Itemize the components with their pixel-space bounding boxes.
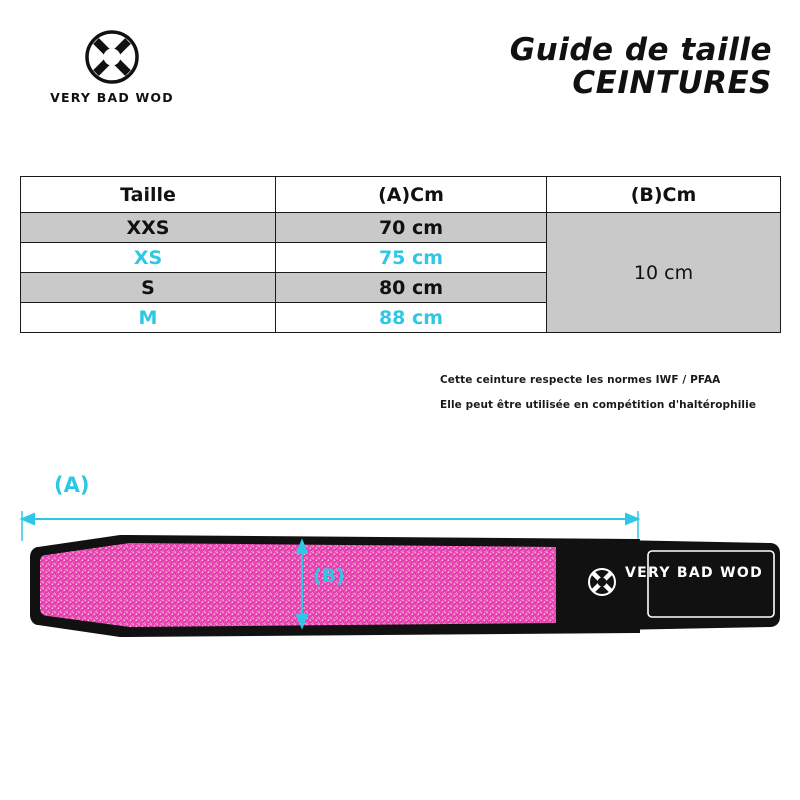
cell-b: 10 cm — [547, 213, 781, 333]
cell-size: XS — [21, 243, 276, 273]
cell-size: S — [21, 273, 276, 303]
table-header-row — [21, 177, 781, 213]
page-title — [510, 34, 772, 101]
note-line-1: Cette ceinture respecte les normes IWF / PFAA — [440, 374, 721, 386]
brand-logo — [22, 30, 202, 105]
notes-block — [440, 374, 770, 424]
column-header-b: (B)Cm — [547, 177, 781, 213]
x-circle-logo-icon — [85, 30, 139, 84]
belt-diagram — [0, 455, 800, 685]
column-header-taille: Taille — [21, 177, 276, 213]
measurement-label-a: (A) — [54, 473, 90, 497]
page-title-line2: CEINTURES — [572, 65, 772, 102]
note-line-2: Elle peut être utilisée en compétition d'haltérophilie — [440, 399, 757, 411]
size-table — [20, 176, 781, 333]
cell-size: M — [21, 303, 276, 333]
brand-name: VERY BAD WOD — [50, 90, 174, 105]
column-header-a: (A)Cm — [276, 177, 547, 213]
cell-a: 70 cm — [276, 213, 547, 243]
cell-size: XXS — [21, 213, 276, 243]
measurement-label-b: (B) — [313, 565, 345, 587]
cell-a: 80 cm — [276, 273, 547, 303]
belt-logo-text: VERY BAD WOD — [625, 565, 763, 581]
page-header — [0, 22, 800, 122]
cell-a: 75 cm — [276, 243, 547, 273]
page-title-line1: Guide de taille — [509, 32, 772, 68]
table-row — [21, 213, 781, 243]
cell-a: 88 cm — [276, 303, 547, 333]
